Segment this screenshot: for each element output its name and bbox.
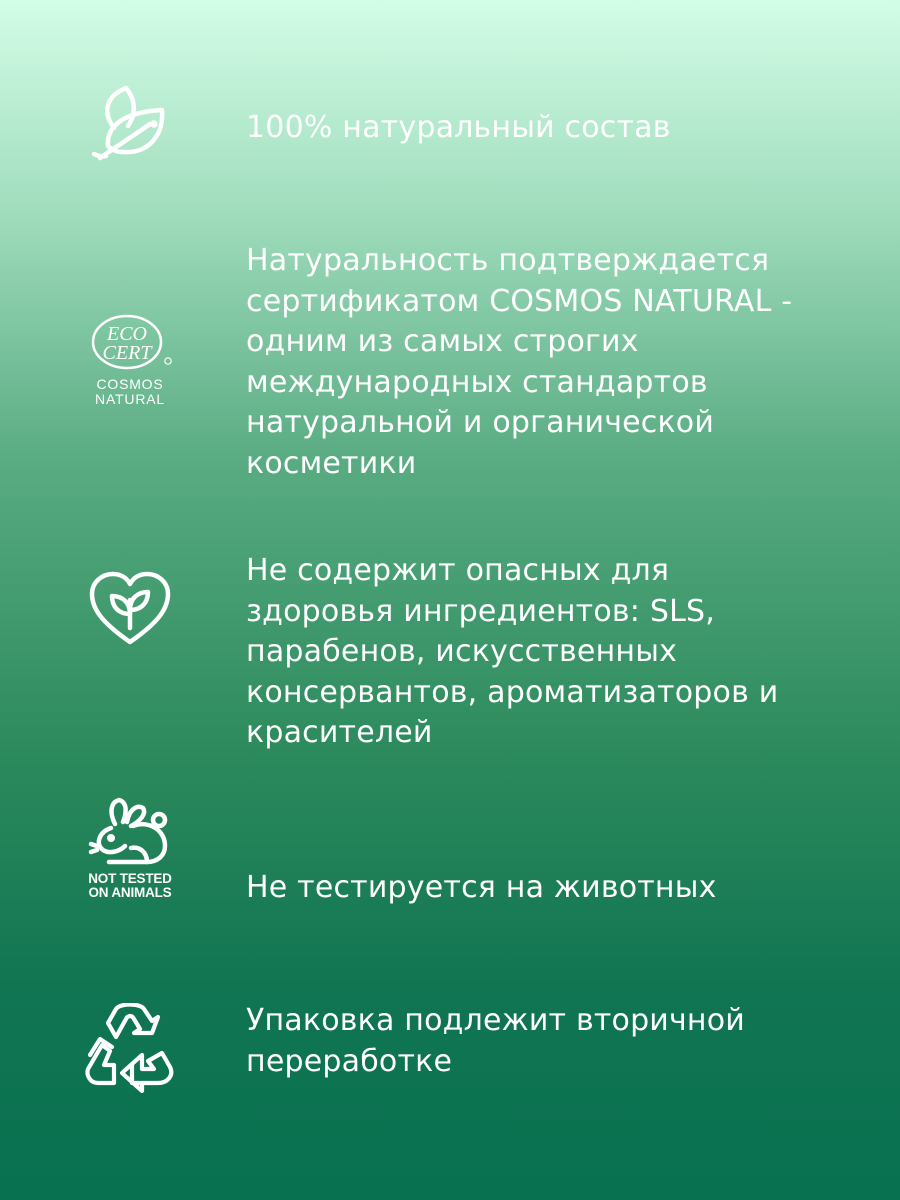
feature-natural-text: 100% натуральный состав <box>246 110 671 145</box>
feature-no-harmful-text: Не содержит опасных для здоровья ингредиентов: SLS, парабенов, искусственных консервантов, ароматизаторов и красителей <box>246 553 779 750</box>
rabbit-icon <box>80 796 180 900</box>
ecocert-logo-line2: CERT <box>102 342 152 364</box>
rabbit-caption-line1: NOT TESTED <box>88 871 172 886</box>
ecocert-caption-line2: NATURAL <box>95 390 165 407</box>
rabbit-caption-line2: ON ANIMALS <box>88 885 172 901</box>
leaf-icon <box>80 82 180 164</box>
heart-sprout-icon <box>80 570 180 648</box>
feature-recyclable-text: Упаковка подлежит вторичной переработке <box>246 1003 745 1079</box>
ecocert-icon <box>80 313 180 406</box>
feature-cruelty-free-text: Не тестируется на животных <box>246 870 717 905</box>
feature-ecocert-text: Натуральность подтверждается сертификатом COSMOS NATURAL - одним из самых строгих международных стандартов натуральной и органической косметики <box>246 243 793 481</box>
ecocert-caption-line1: COSMOS <box>96 376 164 392</box>
ecocert-logo-line1: ECO <box>107 323 147 345</box>
recycle-icon <box>80 1003 180 1093</box>
rabbit-caption <box>88 872 172 900</box>
ecocert-caption <box>95 377 165 406</box>
